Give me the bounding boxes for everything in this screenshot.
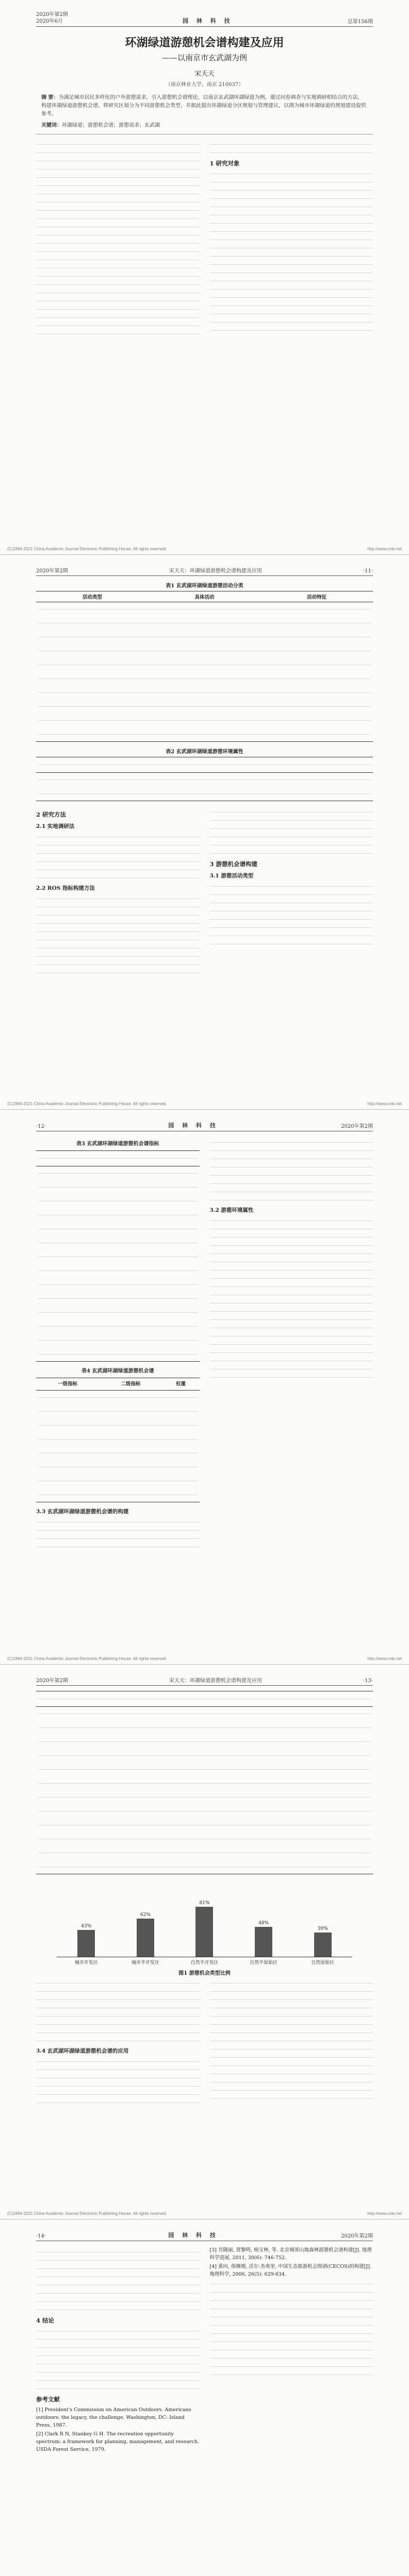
keywords-label: 关键词： (41, 123, 62, 128)
bar-category-label: 自然半开发区 (190, 1960, 219, 1965)
bar-value-label: 62% (140, 1912, 151, 1918)
article-title: 环湖绿道游憩机会谱构建及应用 (125, 36, 284, 49)
author: 宋天天 (194, 70, 215, 78)
reference-list (36, 2406, 200, 2453)
keywords (41, 122, 368, 130)
page-5: ·14· 园 林 科 技 2020年第2期 4 结论 参考文献 [1] President's Commission on American Outdoors. Americans outdoors: the legacy, the challenge. Washington, DC: Island Press, 1987. [2] Clark R N, Stankey G H. The recreation opportunity spectrum: a framework for planning, management, and research. USDA Forest Service, 1979. [3] 肖随丽, 贾黎明, 杨宝林, 等. 北京城郊山地森林游憩机会谱构建[J]. 地理科学进展, 2011, 30(6): 746-752. [4] 黄向, 保继刚, 沃尔·杰弗里. 中国生态旅游机会图谱(CECOS)的构建[J]. 地理科学, 2006, 26(5): 629-634. (0, 2219, 409, 2576)
page-footer: (C)1994-2021 China Academic Journal Electronic Publishing House. All rights reserved. http://www.cnki.net (7, 547, 402, 551)
running-header (36, 11, 373, 27)
figure-caption: 图1 游憩机会类型比例 (178, 1971, 231, 1976)
body-columns (36, 139, 373, 340)
weight-table: 一级指标 二级指标 权重 (36, 1378, 200, 1502)
abstract-label: 摘 要： (41, 95, 59, 100)
bar-value-label: 48% (258, 1921, 269, 1926)
keywords-text: 环湖绿道；游憩机会谱；游憩需求；玄武湖 (62, 123, 160, 128)
page-footer: (C)1994-2021 China Academic Journal Electronic Publishing House. All rights reserved. http://www.cnki.net (7, 1656, 402, 1661)
page-footer: (C)1994-2021 China Academic Journal Electronic Publishing House. All rights reserved. http://www.cnki.net (7, 1101, 402, 1106)
environment-table (36, 757, 373, 801)
indicator-table (36, 1150, 200, 1362)
journal-name: 园 林 科 技 (183, 18, 233, 24)
bar-item (248, 1921, 279, 1957)
column-right (210, 139, 373, 340)
page-1 (0, 0, 409, 555)
issue-date: 2020年6月 (36, 19, 63, 24)
bar (255, 1927, 272, 1957)
total-issue: 总第156期 (347, 19, 373, 25)
page-2 (0, 555, 409, 1110)
page-footer: (C)1994-2021 China Academic Journal Electronic Publishing House. All rights reserved. http://www.cnki.net (7, 2211, 402, 2216)
page-3: ·12· 园 林 科 技 2020年第2期 表3 玄武湖环湖绿道游憩机会谱指标 表4 玄武湖环湖绿道游憩机会谱 一级指标 二级指标 权重 3.3 玄武湖环湖绿道游憩机会谱的构建 3.2 游憩环境属性 (C)1994-2021 China Academic Journal Electronic Publishing House. All rights reserved. http://www.cnki.net (0, 1110, 409, 1665)
bar-item (307, 1926, 338, 1957)
bar-category-label: 自然半原始区 (250, 1960, 278, 1965)
running-header: ·12· 园 林 科 技 2020年第2期 (36, 1121, 373, 1131)
bar-value-label: 43% (81, 1924, 92, 1929)
affiliation: （南京林业大学，南京 210037） (165, 82, 244, 88)
column-left (36, 139, 200, 340)
bar-value-label: 39% (317, 1926, 328, 1932)
bar-category-label: 城市开发区 (74, 1960, 98, 1965)
article-subtitle: ——以南京市玄武湖为例 (161, 53, 247, 62)
bar-item (130, 1912, 161, 1957)
bar-item (71, 1924, 102, 1957)
bar (77, 1930, 95, 1957)
bar (137, 1919, 154, 1957)
issue-label: 2020年第2期 (36, 12, 68, 18)
ratio-bar-chart (57, 1879, 352, 1957)
bar-value-label: 81% (199, 1900, 210, 1906)
bar-category-label: 自然原始区 (311, 1960, 335, 1965)
running-header: 2020年第2期 宋天天：环湖绿道游憩机会谱构建及应用 ·13· (36, 1676, 373, 1686)
reference-item: [2] Clark R N, Stankey G H. The recreation opportunity spectrum: a framework for planning, management, and research. USDA Forest Service, 1979. (36, 2431, 199, 2452)
body-columns: 2 研究方法 2.1 实地调研法 2.2 ROS 指标构建方法 3 游憩机会谱构建 3.1 游憩活动类型 (36, 806, 373, 979)
section-heading: 1 研究对象 (209, 160, 240, 167)
abstract (41, 94, 368, 118)
reference-list (210, 2246, 373, 2278)
running-header: ·14· 园 林 科 技 2020年第2期 (36, 2231, 373, 2241)
bar-item (189, 1901, 220, 1957)
abstract-text: 为满足城市居民多样化的户外游憩需求，引入游憩机会谱理论，以南京玄武湖环湖绿道为例，通过问卷调查与实地调研相结合的方法，构建环湖绿道游憩机会谱，将研究区划分为不同游憩机会类型，并据此提出环湖绿道分区规划与管理建议，以期为城市环湖绿道的规划建设提供参考。 (41, 95, 366, 117)
page-4: 2020年第2期 宋天天：环湖绿道游憩机会谱构建及应用 ·13· 43% 62% 81% 48% 39% 城市开发区 城市半开发区 自然半开发区 自然半原始区 自然原始区 图1 游憩机会类型比例 3.4 玄武湖环湖绿道游憩机会谱的应用 (C)1994-2021 China Academic Journal Electronic Publishing House. All rights reserved. http://www.cnki.net (0, 1665, 409, 2219)
running-header: 2020年第2期 宋天天：环湖绿道游憩机会谱构建及应用 ·11· (36, 566, 373, 576)
bar (314, 1933, 332, 1957)
activity-table: 活动类型 具体活动 活动特征 (36, 591, 373, 742)
reference-item: [3] 肖随丽, 贾黎明, 杨宝林, 等. 北京城郊山地森林游憩机会谱构建[J]. 地理科学进展, 2011, 30(6): 746-752. (209, 2247, 372, 2261)
reference-item: [4] 黄向, 保继刚, 沃尔·杰弗里. 中国生态旅游机会图谱(CECOS)的构建[J]. 地理科学, 2006, 26(5): 629-634. (209, 2264, 372, 2277)
table-caption: 表2 玄武湖环湖绿道游憩环境属性 (166, 749, 243, 755)
spectrum-table (36, 1691, 373, 1874)
ratio-bar-categories (57, 1957, 352, 1965)
bar-category-label: 城市半开发区 (131, 1960, 159, 1965)
table-caption: 表1 玄武湖环湖绿道游憩活动分类 (166, 583, 243, 589)
bar (195, 1907, 213, 1957)
reference-item: [1] President's Commission on American Outdoors. Americans outdoors: the legacy, the challenge. Washington, DC: Island Press, 1987. (36, 2407, 191, 2428)
